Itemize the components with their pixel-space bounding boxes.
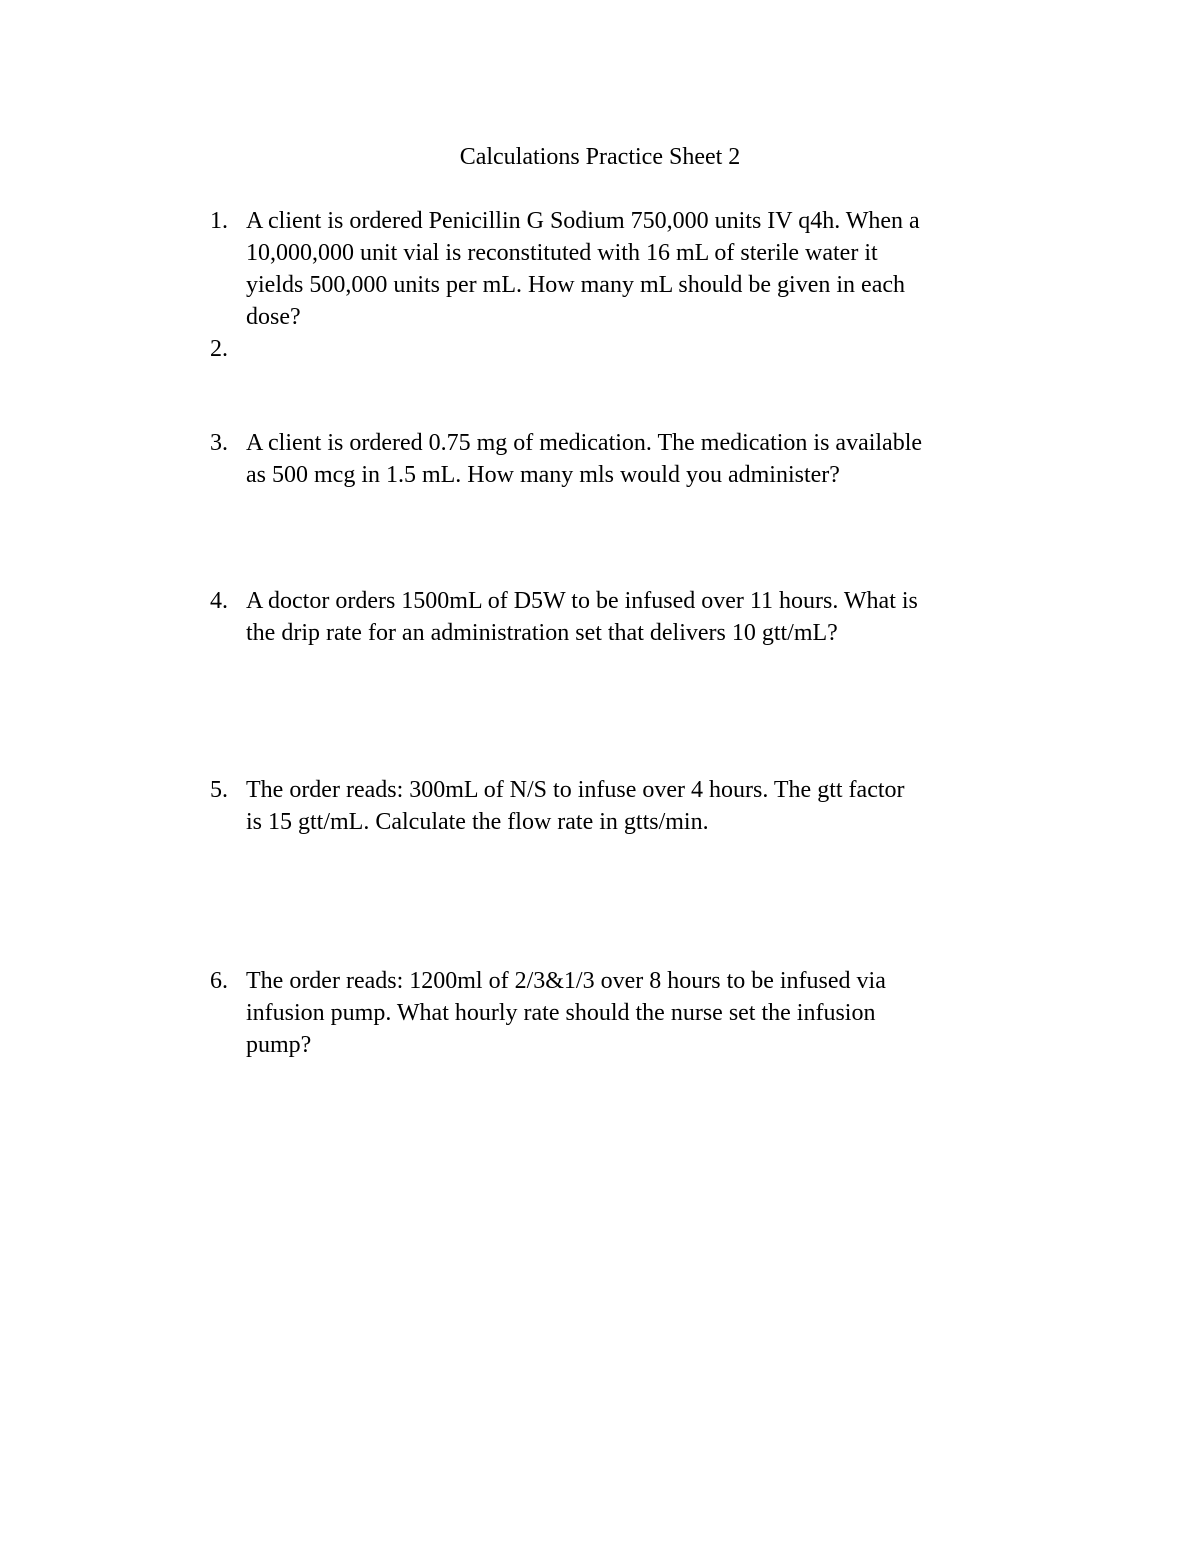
- question-text-line: infusion pump. What hourly rate should the nurse set the infusion: [246, 1000, 876, 1026]
- question-text-line: dose?: [246, 304, 301, 330]
- question-text-line: as 500 mcg in 1.5 mL. How many mls would you administer?: [246, 462, 840, 488]
- question-text-line: The order reads: 1200ml of 2/3&1/3 over 8 hours to be infused via: [246, 968, 886, 994]
- question-text-line: 10,000,000 unit vial is reconstituted with 16 mL of sterile water it: [246, 240, 878, 266]
- question-4: [210, 585, 1030, 649]
- question-text-line: is 15 gtt/mL. Calculate the flow rate in gtts/min.: [246, 809, 709, 835]
- question-5: [210, 774, 1030, 838]
- question-text-line: The order reads: 300mL of N/S to infuse over 4 hours. The gtt factor: [246, 777, 905, 803]
- question-1: [210, 205, 1030, 333]
- question-number: 1.: [210, 208, 228, 234]
- question-2: [210, 333, 1030, 365]
- question-number: 6.: [210, 968, 228, 994]
- question-6: [210, 965, 1030, 1061]
- question-text-line: pump?: [246, 1032, 312, 1058]
- question-3: [210, 427, 1030, 491]
- question-number: 3.: [210, 430, 228, 456]
- question-number: 5.: [210, 777, 228, 803]
- page-title: Calculations Practice Sheet 2: [459, 144, 741, 170]
- question-text-line: yields 500,000 units per mL. How many mL should be given in each: [246, 272, 906, 298]
- question-text-line: A client is ordered Penicillin G Sodium 750,000 units IV q4h. When a: [246, 208, 920, 234]
- question-text-line: A doctor orders 1500mL of D5W to be infused over 11 hours. What is: [246, 588, 918, 614]
- question-number: 2.: [210, 336, 228, 362]
- question-text-empty: [246, 333, 1030, 365]
- question-text-line: the drip rate for an administration set that delivers 10 gtt/mL?: [246, 620, 838, 646]
- question-text-line: A client is ordered 0.75 mg of medication. The medication is available: [246, 430, 923, 456]
- question-number: 4.: [210, 588, 228, 614]
